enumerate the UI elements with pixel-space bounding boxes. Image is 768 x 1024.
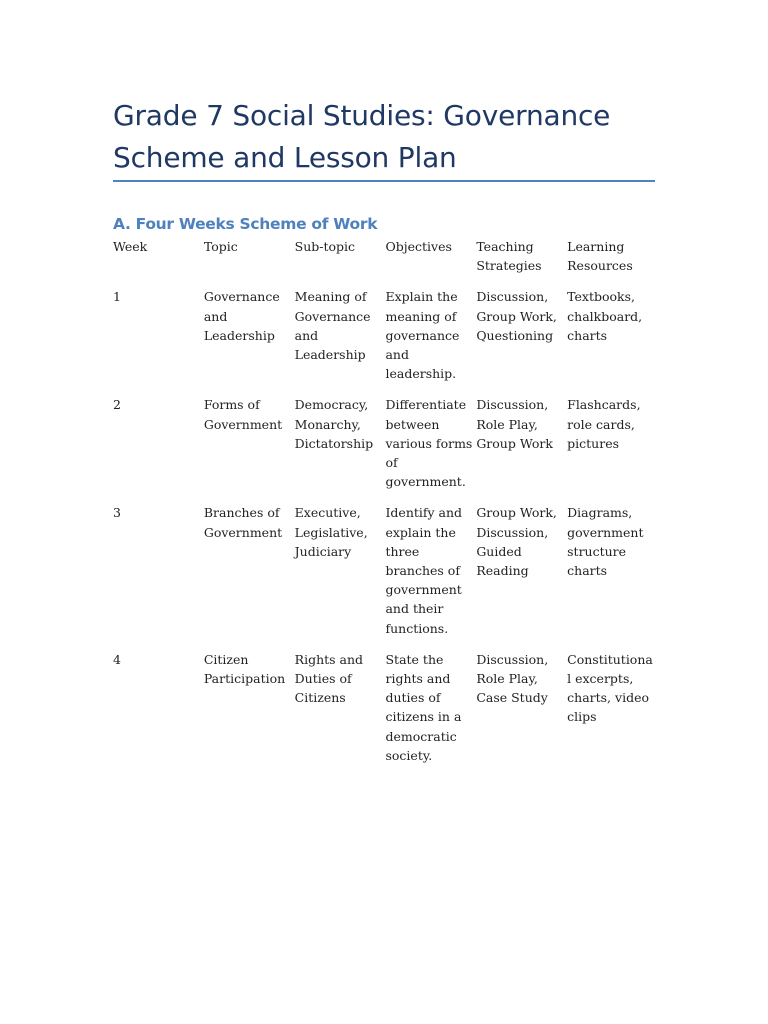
cell-topic: Governance and Leadership — [203, 289, 280, 343]
cell-objectives: Explain the meaning of governance and leadership. — [385, 289, 460, 382]
header-week: Week — [113, 239, 148, 254]
page-title: Grade 7 Social Studies: Governance Scheme and Lesson Plan — [113, 99, 611, 174]
table-row — [113, 287, 658, 395]
cell-sub-topic: Democracy, Monarchy, Dictatorship — [294, 397, 374, 451]
table-row — [113, 503, 658, 649]
header-objectives: Objectives — [385, 239, 452, 254]
cell-week: 1 — [113, 289, 121, 305]
cell-week: 4 — [113, 651, 121, 667]
cell-objectives: Identify and explain the three branches of government and their functions. — [385, 505, 463, 636]
cell-sub-topic: Executive, Legislative, Judiciary — [294, 505, 368, 559]
cell-learning-resources: Flashcards, role cards, pictures — [567, 397, 641, 451]
header-learning-resources: Learning Resources — [567, 239, 633, 274]
cell-teaching-strategies: Discussion, Role Play, Group Work — [476, 397, 553, 451]
cell-objectives: State the rights and duties of citizens in a democratic society. — [385, 651, 462, 763]
cell-sub-topic: Meaning of Governance and Leadership — [294, 289, 371, 363]
cell-teaching-strategies: Group Work, Discussion, Guided Reading — [476, 505, 557, 579]
table-row — [113, 650, 658, 777]
cell-teaching-strategies: Discussion, Role Play, Case Study — [476, 651, 549, 706]
cell-teaching-strategies: Discussion, Group Work, Questioning — [476, 289, 557, 343]
header-topic: Topic — [203, 239, 238, 254]
cell-topic: Forms of Government — [203, 397, 283, 432]
section-heading: A. Four Weeks Scheme of Work — [113, 215, 378, 233]
cell-learning-resources: Constitutional excerpts, charts, video clips — [567, 651, 653, 725]
title-underline — [113, 180, 655, 182]
cell-sub-topic: Rights and Duties of Citizens — [294, 651, 364, 706]
cell-learning-resources: Diagrams, government structure charts — [567, 505, 644, 579]
table-row — [113, 395, 658, 503]
cell-learning-resources: Textbooks, chalkboard, charts — [567, 289, 643, 343]
cell-topic: Branches of Government — [203, 505, 283, 540]
table-header-row — [113, 237, 658, 287]
scheme-of-work-table — [113, 237, 658, 777]
header-sub-topic: Sub-topic — [294, 239, 356, 254]
cell-topic: Citizen Participation — [203, 651, 286, 687]
header-teaching-strategies: Teaching Strategies — [476, 239, 542, 274]
cell-week: 2 — [113, 397, 121, 413]
cell-objectives: Differentiate between various forms of government. — [385, 397, 473, 490]
cell-week: 3 — [113, 505, 121, 521]
